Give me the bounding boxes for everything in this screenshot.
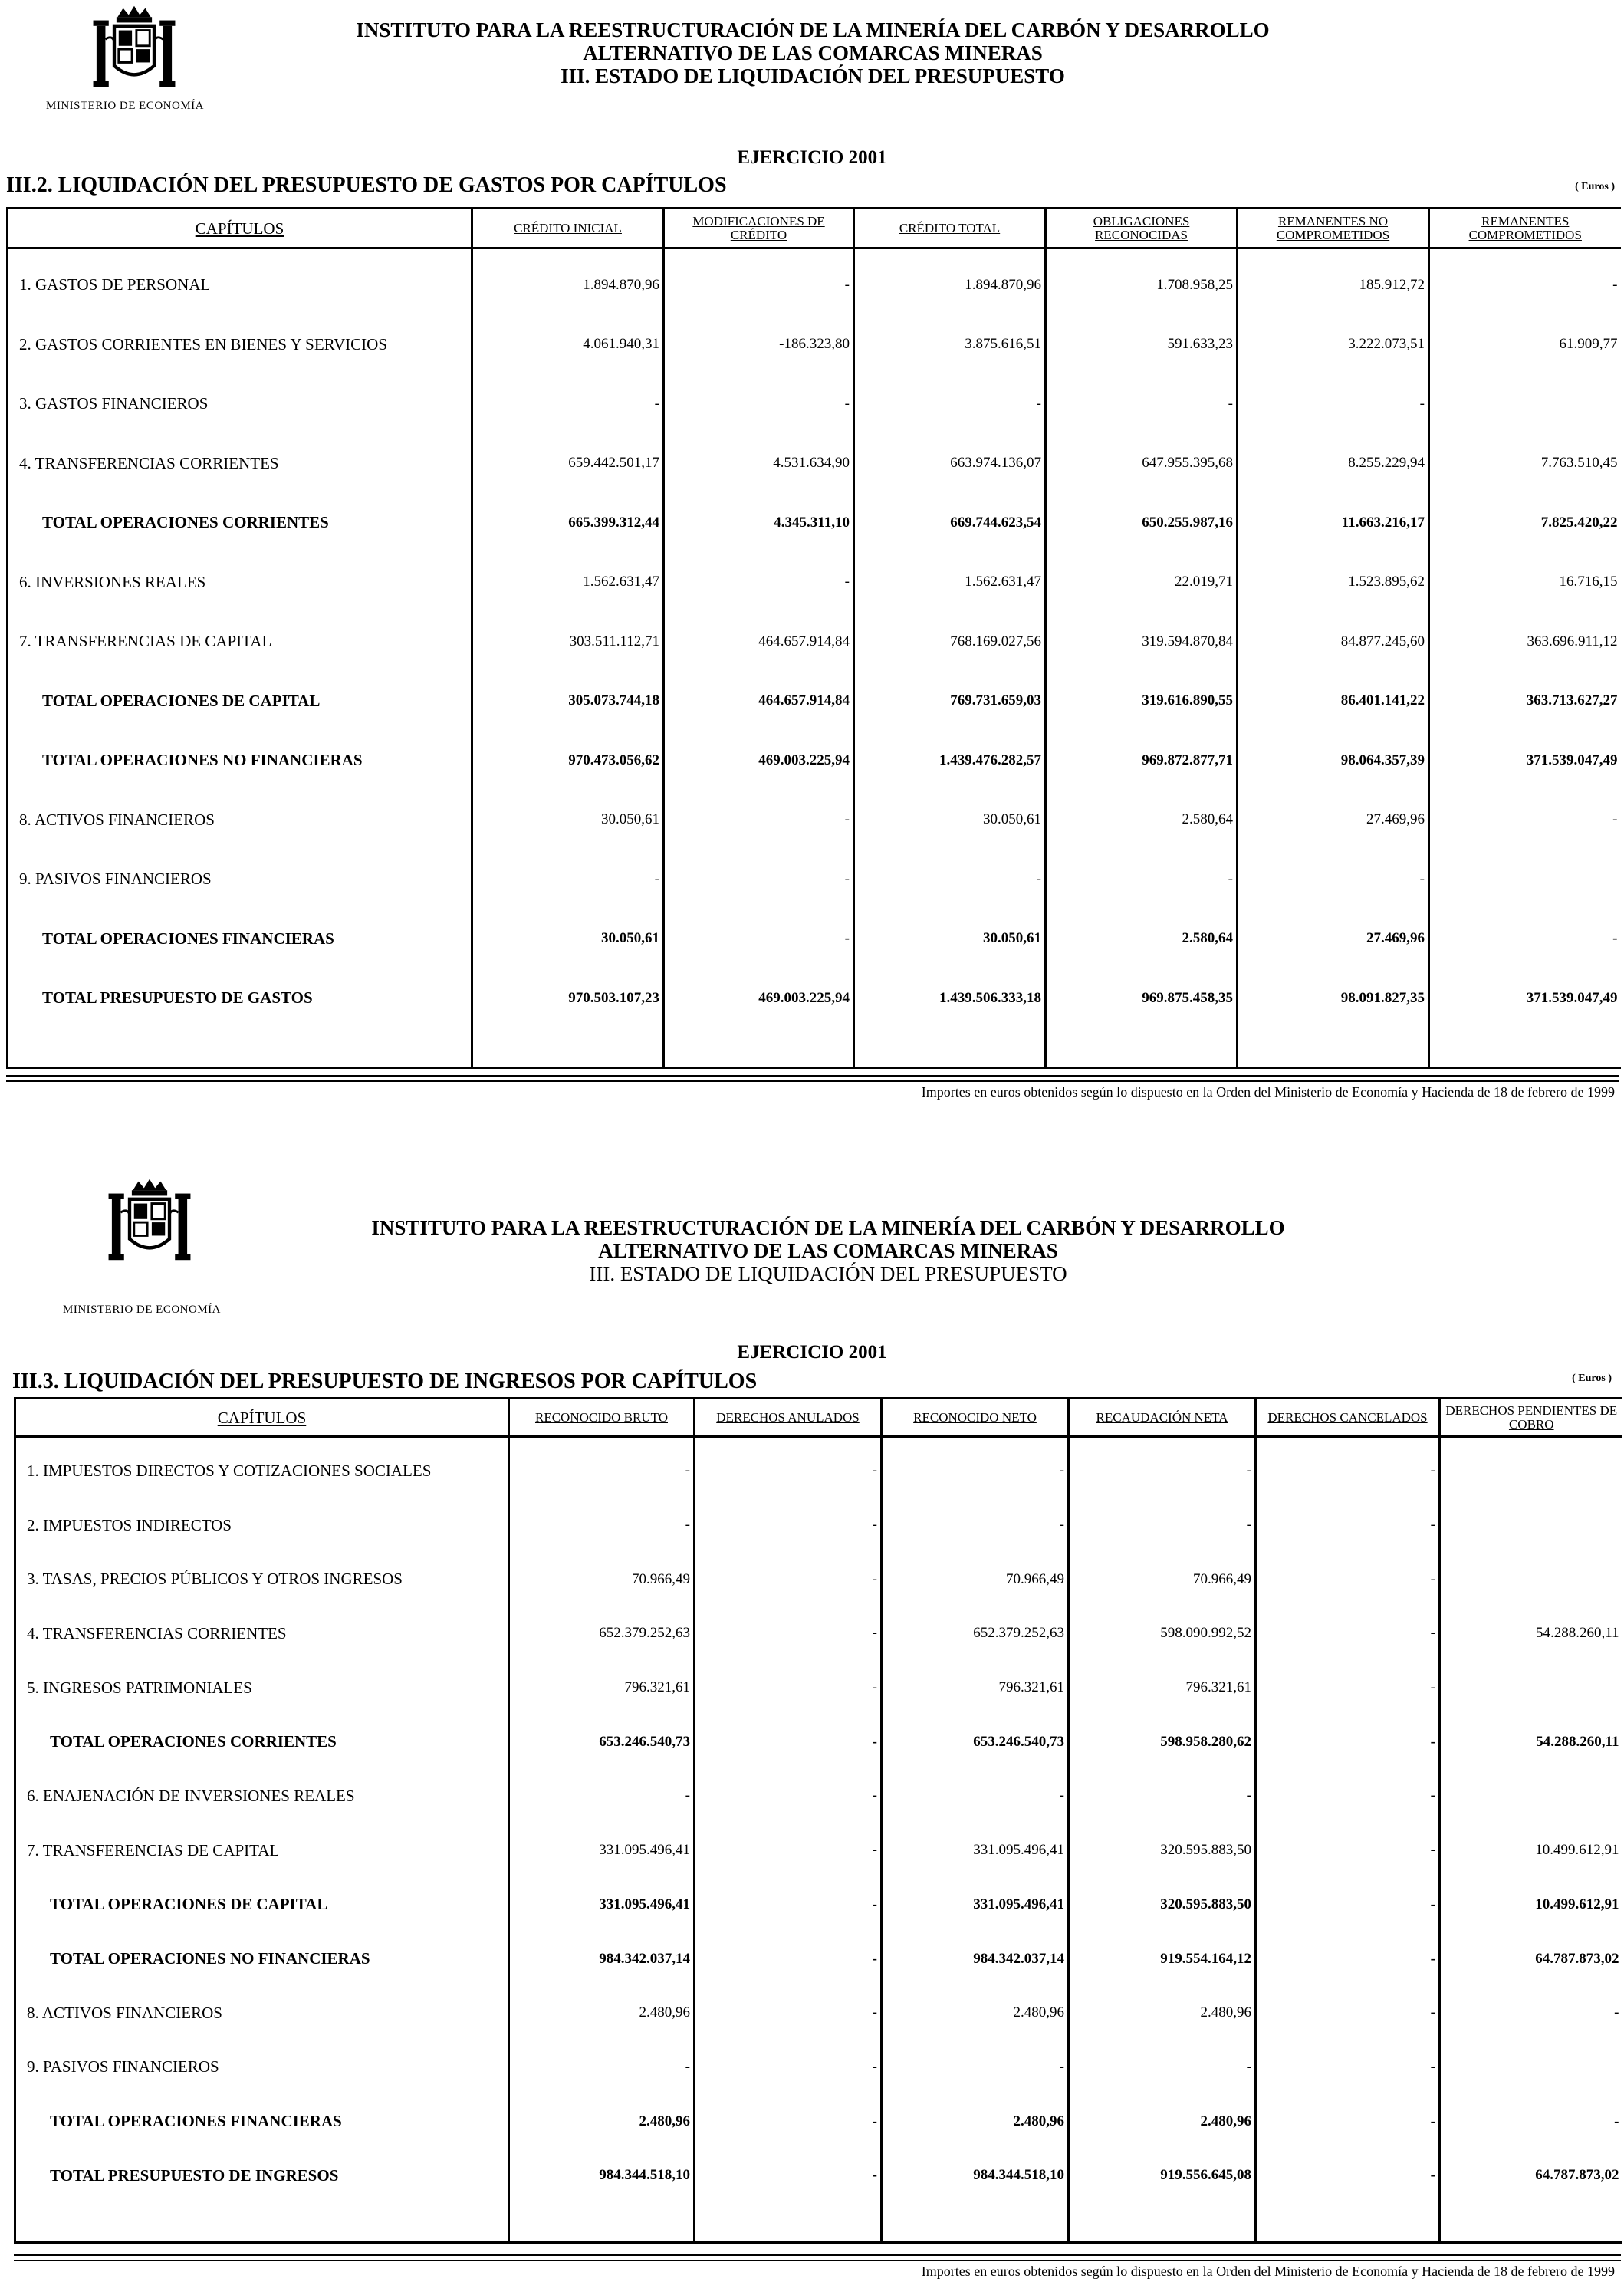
cell-derechos-cancelados: -	[1256, 2040, 1440, 2095]
ingresos-table	[14, 1397, 1622, 2244]
cell-credito-total: 30.050,61	[854, 909, 1046, 969]
coat-of-arms-icon	[92, 1175, 207, 1274]
cell-credito-inicial: 30.050,61	[472, 909, 664, 969]
cell-obligaciones-reconocidas: -	[1046, 850, 1238, 909]
cell-reconocido-bruto: -	[509, 2040, 695, 2095]
column-header-credito-total: CRÉDITO TOTAL	[854, 209, 1046, 248]
cell-reconocido-neto: 984.342.037,14	[882, 1932, 1069, 1986]
cell-reconocido-bruto: 653.246.540,73	[509, 1715, 695, 1769]
table-row-total-operaciones-corrientes	[15, 1715, 1622, 1769]
ingresos-table-title: III.3. LIQUIDACIÓN DEL PRESUPUESTO DE INGRESOS POR CAPÍTULOS	[12, 1370, 758, 1393]
cell-derechos-cancelados: -	[1256, 1823, 1440, 1878]
cell-obligaciones-reconocidas: 319.594.870,84	[1046, 612, 1238, 672]
row-label: 2. IMPUESTOS INDIRECTOS	[15, 1498, 509, 1553]
cell-credito-total: -	[854, 374, 1046, 434]
column-header-derechos-anulados: DERECHOS ANULADOS	[695, 1399, 882, 1437]
cell-credito-inicial: -	[472, 374, 664, 434]
cell-derechos-anulados: -	[695, 1715, 882, 1769]
cell-derechos-anulados: -	[695, 1661, 882, 1715]
cell-reconocido-bruto: 70.966,49	[509, 1552, 695, 1606]
institute-title-line-1: INSTITUTO PARA LA REESTRUCTURACIÓN DE LA MINERÍA DEL CARBÓN Y DESARROLLO	[371, 1216, 1285, 1239]
institute-title-line-1: INSTITUTO PARA LA REESTRUCTURACIÓN DE LA MINERÍA DEL CARBÓN Y DESARROLLO	[356, 18, 1270, 41]
cell-remanentes-no-comprometidos: 11.663.216,17	[1238, 493, 1429, 553]
cell-reconocido-bruto: 2.480,96	[509, 2094, 695, 2149]
cell-reconocido-neto: -	[882, 2040, 1069, 2095]
cell-obligaciones-reconocidas: 2.580,64	[1046, 791, 1238, 850]
cell-modificaciones-de-credito: -	[664, 791, 854, 850]
cell-reconocido-neto: -	[882, 1444, 1069, 1498]
table-row-7-transferencias-de-capital	[8, 612, 1621, 672]
empty-cell	[854, 1028, 1046, 1068]
institute-title-line-2: ALTERNATIVO DE LAS COMARCAS MINERAS	[598, 1239, 1058, 1262]
cell-derechos-pendientes-de-cobro: 64.787.873,02	[1440, 1932, 1622, 1986]
empty-cell	[8, 248, 472, 256]
row-label: 1. IMPUESTOS DIRECTOS Y COTIZACIONES SOCIALES	[15, 1444, 509, 1498]
row-label: 4. TRANSFERENCIAS CORRIENTES	[15, 1606, 509, 1661]
cell-recaudacion-neta: 320.595.883,50	[1069, 1878, 1256, 1932]
cell-reconocido-neto: 984.344.518,10	[882, 2149, 1069, 2203]
cell-derechos-cancelados: -	[1256, 1769, 1440, 1823]
cell-remanentes-no-comprometidos: 3.222.073,51	[1238, 315, 1429, 375]
cell-derechos-cancelados: -	[1256, 1498, 1440, 1553]
cell-derechos-pendientes-de-cobro	[1440, 1498, 1622, 1553]
table-header-row	[8, 209, 1621, 248]
cell-derechos-cancelados: -	[1256, 1986, 1440, 2040]
row-label: TOTAL OPERACIONES FINANCIERAS	[15, 2094, 509, 2149]
cell-reconocido-bruto: -	[509, 1444, 695, 1498]
column-header-credito-inicial: CRÉDITO INICIAL	[472, 209, 664, 248]
cell-remanentes-comprometidos: 61.909,77	[1429, 315, 1621, 375]
cell-derechos-pendientes-de-cobro: 54.288.260,11	[1440, 1715, 1622, 1769]
cell-reconocido-neto: 2.480,96	[882, 1986, 1069, 2040]
cell-derechos-cancelados: -	[1256, 1932, 1440, 1986]
empty-cell	[15, 2203, 509, 2243]
column-header-modificaciones-de-credito: MODIFICACIONES DE CRÉDITO	[664, 209, 854, 248]
empty-cell	[1256, 2203, 1440, 2243]
cell-derechos-pendientes-de-cobro: 10.499.612,91	[1440, 1878, 1622, 1932]
cell-derechos-anulados: -	[695, 2094, 882, 2149]
empty-cell	[509, 2203, 695, 2243]
cell-modificaciones-de-credito: -	[664, 850, 854, 909]
cell-derechos-pendientes-de-cobro	[1440, 1444, 1622, 1498]
cell-credito-total: 769.731.659,03	[854, 672, 1046, 732]
cell-reconocido-bruto: 796.321,61	[509, 1661, 695, 1715]
cell-derechos-anulados: -	[695, 1932, 882, 1986]
cell-derechos-pendientes-de-cobro: 64.787.873,02	[1440, 2149, 1622, 2203]
cell-credito-inicial: 30.050,61	[472, 791, 664, 850]
row-label: 4. TRANSFERENCIAS CORRIENTES	[8, 434, 472, 494]
column-header-obligaciones-reconocidas: OBLIGACIONES RECONOCIDAS	[1046, 209, 1238, 248]
cell-credito-total: 1.562.631,47	[854, 553, 1046, 613]
column-header-remanentes-comprometidos: REMANENTES COMPROMETIDOS	[1429, 209, 1621, 248]
cell-recaudacion-neta: 919.556.645,08	[1069, 2149, 1256, 2203]
cell-credito-inicial: 1.562.631,47	[472, 553, 664, 613]
table-row-total-presupuesto-de-ingresos	[15, 2149, 1622, 2203]
cell-recaudacion-neta: 796.321,61	[1069, 1661, 1256, 1715]
cell-remanentes-no-comprometidos: 98.091.827,35	[1238, 968, 1429, 1028]
cell-derechos-pendientes-de-cobro	[1440, 1661, 1622, 1715]
cell-recaudacion-neta: 320.595.883,50	[1069, 1823, 1256, 1878]
cell-remanentes-comprometidos: 371.539.047,49	[1429, 731, 1621, 791]
cell-modificaciones-de-credito: -	[664, 255, 854, 315]
cell-derechos-anulados: -	[695, 1444, 882, 1498]
row-label: TOTAL PRESUPUESTO DE INGRESOS	[15, 2149, 509, 2203]
cell-obligaciones-reconocidas: 591.633,23	[1046, 315, 1238, 375]
coat-of-arms-icon	[77, 2, 192, 101]
row-label: 3. TASAS, PRECIOS PÚBLICOS Y OTROS INGRESOS	[15, 1552, 509, 1606]
cell-derechos-cancelados: -	[1256, 2094, 1440, 2149]
cell-remanentes-no-comprometidos: 27.469,96	[1238, 909, 1429, 969]
cell-remanentes-no-comprometidos: 8.255.229,94	[1238, 434, 1429, 494]
institute-title	[230, 18, 1396, 87]
cell-remanentes-comprometidos: 7.763.510,45	[1429, 434, 1621, 494]
cell-reconocido-bruto: 2.480,96	[509, 1986, 695, 2040]
table-row-5-ingresos-patrimoniales	[15, 1661, 1622, 1715]
cell-recaudacion-neta: -	[1069, 1498, 1256, 1553]
cell-derechos-anulados: -	[695, 2149, 882, 2203]
column-header-recaudacion-neta: RECAUDACIÓN NETA	[1069, 1399, 1256, 1437]
row-label: TOTAL OPERACIONES CORRIENTES	[15, 1715, 509, 1769]
cell-derechos-cancelados: -	[1256, 1715, 1440, 1769]
cell-obligaciones-reconocidas: 22.019,71	[1046, 553, 1238, 613]
cell-credito-inicial: -	[472, 850, 664, 909]
spacer-row	[15, 1437, 1622, 1445]
column-header-capitulos: CAPÍTULOS	[8, 209, 472, 248]
table-row-total-operaciones-no-financieras	[15, 1932, 1622, 1986]
institute-title-line-3: III. ESTADO DE LIQUIDACIÓN DEL PRESUPUESTO	[561, 64, 1065, 87]
cell-derechos-cancelados: -	[1256, 1661, 1440, 1715]
table-row-1-impuestos-directos-y-cotizaciones-sociales	[15, 1444, 1622, 1498]
footnote: Importes en euros obtenidos según lo dispuesto en la Orden del Ministerio de Economía y Hacienda de 18 de febrero de 1999	[921, 2264, 1615, 2279]
table-row-total-operaciones-de-capital	[8, 672, 1621, 732]
row-label: 5. INGRESOS PATRIMONIALES	[15, 1661, 509, 1715]
row-label: TOTAL OPERACIONES DE CAPITAL	[15, 1878, 509, 1932]
row-label: 7. TRANSFERENCIAS DE CAPITAL	[15, 1823, 509, 1878]
ejercicio-label: EJERCICIO 2001	[737, 147, 887, 168]
cell-derechos-pendientes-de-cobro: -	[1440, 2094, 1622, 2149]
cell-derechos-anulados: -	[695, 1986, 882, 2040]
cell-reconocido-bruto: 984.344.518,10	[509, 2149, 695, 2203]
spacer-row	[15, 2203, 1622, 2243]
row-label: TOTAL OPERACIONES NO FINANCIERAS	[15, 1932, 509, 1986]
row-label: 8. ACTIVOS FINANCIEROS	[8, 791, 472, 850]
table-row-total-operaciones-de-capital	[15, 1878, 1622, 1932]
cell-reconocido-neto: 331.095.496,41	[882, 1878, 1069, 1932]
cell-reconocido-bruto: 652.379.252,63	[509, 1606, 695, 1661]
empty-cell	[1069, 1437, 1256, 1445]
empty-cell	[15, 1437, 509, 1445]
cell-remanentes-comprometidos: -	[1429, 909, 1621, 969]
table-row-total-presupuesto-de-gastos	[8, 968, 1621, 1028]
cell-modificaciones-de-credito: -186.323,80	[664, 315, 854, 375]
table-row-2-impuestos-indirectos	[15, 1498, 1622, 1553]
cell-remanentes-no-comprometidos: 86.401.141,22	[1238, 672, 1429, 732]
table-row-2-gastos-corrientes-en-bienes-y-servicios	[8, 315, 1621, 375]
cell-reconocido-neto: -	[882, 1498, 1069, 1553]
empty-cell	[1238, 1028, 1429, 1068]
row-label: 8. ACTIVOS FINANCIEROS	[15, 1986, 509, 2040]
empty-cell	[664, 248, 854, 256]
cell-remanentes-comprometidos: 363.713.627,27	[1429, 672, 1621, 732]
table-row-3-gastos-financieros	[8, 374, 1621, 434]
table-row-8-activos-financieros	[15, 1986, 1622, 2040]
table-row-4-transferencias-corrientes	[15, 1606, 1622, 1661]
cell-derechos-anulados: -	[695, 1498, 882, 1553]
cell-obligaciones-reconocidas: 319.616.890,55	[1046, 672, 1238, 732]
spacer-row	[8, 248, 1621, 256]
empty-cell	[1256, 1437, 1440, 1445]
empty-cell	[1429, 1028, 1621, 1068]
table-row-4-transferencias-corrientes	[8, 434, 1621, 494]
cell-recaudacion-neta: 70.966,49	[1069, 1552, 1256, 1606]
empty-cell	[509, 1437, 695, 1445]
cell-reconocido-neto: 331.095.496,41	[882, 1823, 1069, 1878]
empty-cell	[1440, 2203, 1622, 2243]
institute-title	[245, 1216, 1411, 1285]
table-row-8-activos-financieros	[8, 791, 1621, 850]
cell-credito-inicial: 659.442.501,17	[472, 434, 664, 494]
cell-remanentes-comprometidos	[1429, 374, 1621, 434]
cell-obligaciones-reconocidas: 969.875.458,35	[1046, 968, 1238, 1028]
empty-cell	[882, 1437, 1069, 1445]
cell-reconocido-bruto: -	[509, 1498, 695, 1553]
table-row-3-tasas-precios-publicos-y-otros-ingresos	[15, 1552, 1622, 1606]
row-label: TOTAL OPERACIONES DE CAPITAL	[8, 672, 472, 732]
cell-derechos-anulados: -	[695, 1769, 882, 1823]
row-label: 1. GASTOS DE PERSONAL	[8, 255, 472, 315]
cell-remanentes-no-comprometidos: 185.912,72	[1238, 255, 1429, 315]
cell-credito-total: 30.050,61	[854, 791, 1046, 850]
cell-derechos-cancelados: -	[1256, 2149, 1440, 2203]
cell-credito-inicial: 303.511.112,71	[472, 612, 664, 672]
cell-reconocido-neto: 70.966,49	[882, 1552, 1069, 1606]
cell-reconocido-neto: 652.379.252,63	[882, 1606, 1069, 1661]
cell-recaudacion-neta: -	[1069, 2040, 1256, 2095]
institute-title-line-2: ALTERNATIVO DE LAS COMARCAS MINERAS	[583, 41, 1043, 64]
table-row-total-operaciones-financieras	[15, 2094, 1622, 2149]
cell-remanentes-comprometidos: -	[1429, 255, 1621, 315]
table-row-6-enajenacion-de-inversiones-reales	[15, 1769, 1622, 1823]
cell-obligaciones-reconocidas: 2.580,64	[1046, 909, 1238, 969]
cell-remanentes-comprometidos	[1429, 850, 1621, 909]
cell-obligaciones-reconocidas: 1.708.958,25	[1046, 255, 1238, 315]
cell-recaudacion-neta: 2.480,96	[1069, 1986, 1256, 2040]
cell-remanentes-comprometidos: -	[1429, 791, 1621, 850]
footnote: Importes en euros obtenidos según lo dispuesto en la Orden del Ministerio de Economía y Hacienda de 18 de febrero de 1999	[921, 1084, 1615, 1100]
cell-derechos-cancelados: -	[1256, 1878, 1440, 1932]
table-row-1-gastos-de-personal	[8, 255, 1621, 315]
column-header-reconocido-bruto: RECONOCIDO BRUTO	[509, 1399, 695, 1437]
row-label: 6. INVERSIONES REALES	[8, 553, 472, 613]
row-label: 3. GASTOS FINANCIEROS	[8, 374, 472, 434]
cell-remanentes-no-comprometidos: 98.064.357,39	[1238, 731, 1429, 791]
cell-reconocido-neto: -	[882, 1769, 1069, 1823]
cell-modificaciones-de-credito: 4.345.311,10	[664, 493, 854, 553]
cell-modificaciones-de-credito: -	[664, 374, 854, 434]
empty-cell	[1429, 248, 1621, 256]
cell-derechos-cancelados: -	[1256, 1444, 1440, 1498]
table-row-total-operaciones-financieras	[8, 909, 1621, 969]
cell-reconocido-bruto: 984.342.037,14	[509, 1932, 695, 1986]
empty-cell	[882, 2203, 1069, 2243]
cell-derechos-pendientes-de-cobro: 54.288.260,11	[1440, 1606, 1622, 1661]
cell-remanentes-no-comprometidos: -	[1238, 374, 1429, 434]
cell-credito-inicial: 1.894.870,96	[472, 255, 664, 315]
cell-modificaciones-de-credito: 469.003.225,94	[664, 968, 854, 1028]
cell-remanentes-no-comprometidos: 27.469,96	[1238, 791, 1429, 850]
cell-obligaciones-reconocidas: 647.955.395,68	[1046, 434, 1238, 494]
spacer-row	[8, 1028, 1621, 1068]
ejercicio-label: EJERCICIO 2001	[737, 1342, 887, 1363]
cell-remanentes-comprometidos: 363.696.911,12	[1429, 612, 1621, 672]
table-row-6-inversiones-reales	[8, 553, 1621, 613]
cell-derechos-anulados: -	[695, 1606, 882, 1661]
cell-recaudacion-neta: -	[1069, 1444, 1256, 1498]
cell-obligaciones-reconocidas: -	[1046, 374, 1238, 434]
cell-reconocido-bruto: 331.095.496,41	[509, 1878, 695, 1932]
cell-recaudacion-neta: -	[1069, 1769, 1256, 1823]
column-header-derechos-pendientes-de-cobro: DERECHOS PENDIENTES DE COBRO	[1440, 1399, 1622, 1437]
table-bottom-rule	[6, 1075, 1619, 1082]
table-row-total-operaciones-no-financieras	[8, 731, 1621, 791]
cell-remanentes-comprometidos: 16.716,15	[1429, 553, 1621, 613]
cell-credito-total: 768.169.027,56	[854, 612, 1046, 672]
cell-modificaciones-de-credito: 464.657.914,84	[664, 672, 854, 732]
cell-credito-total: 3.875.616,51	[854, 315, 1046, 375]
cell-modificaciones-de-credito: 469.003.225,94	[664, 731, 854, 791]
cell-reconocido-neto: 653.246.540,73	[882, 1715, 1069, 1769]
cell-reconocido-bruto: -	[509, 1769, 695, 1823]
column-header-reconocido-neto: RECONOCIDO NETO	[882, 1399, 1069, 1437]
empty-cell	[1069, 2203, 1256, 2243]
empty-cell	[695, 1437, 882, 1445]
cell-remanentes-comprometidos: 7.825.420,22	[1429, 493, 1621, 553]
cell-credito-inicial: 4.061.940,31	[472, 315, 664, 375]
empty-cell	[695, 2203, 882, 2243]
ministry-label: MINISTERIO DE ECONOMÍA	[46, 100, 204, 112]
cell-derechos-anulados: -	[695, 1878, 882, 1932]
empty-cell	[1046, 248, 1238, 256]
row-label: TOTAL OPERACIONES FINANCIERAS	[8, 909, 472, 969]
cell-remanentes-comprometidos: 371.539.047,49	[1429, 968, 1621, 1028]
cell-modificaciones-de-credito: 4.531.634,90	[664, 434, 854, 494]
empty-cell	[1046, 1028, 1238, 1068]
units-label: ( Euros )	[1575, 181, 1615, 192]
cell-recaudacion-neta: 919.554.164,12	[1069, 1932, 1256, 1986]
cell-remanentes-no-comprometidos: 1.523.895,62	[1238, 553, 1429, 613]
ingresos-section	[0, 1173, 1624, 2282]
cell-derechos-pendientes-de-cobro: 10.499.612,91	[1440, 1823, 1622, 1878]
row-label: 7. TRANSFERENCIAS DE CAPITAL	[8, 612, 472, 672]
gastos-table-title: III.2. LIQUIDACIÓN DEL PRESUPUESTO DE GASTOS POR CAPÍTULOS	[6, 173, 727, 197]
cell-derechos-anulados: -	[695, 1552, 882, 1606]
row-label: 2. GASTOS CORRIENTES EN BIENES Y SERVICIOS	[8, 315, 472, 375]
table-header-row	[15, 1399, 1622, 1437]
cell-obligaciones-reconocidas: 650.255.987,16	[1046, 493, 1238, 553]
cell-credito-inicial: 970.473.056,62	[472, 731, 664, 791]
empty-cell	[854, 248, 1046, 256]
cell-derechos-cancelados: -	[1256, 1552, 1440, 1606]
cell-credito-total: 1.439.506.333,18	[854, 968, 1046, 1028]
cell-derechos-pendientes-de-cobro	[1440, 1769, 1622, 1823]
cell-remanentes-no-comprometidos: -	[1238, 850, 1429, 909]
cell-recaudacion-neta: 598.958.280,62	[1069, 1715, 1256, 1769]
empty-cell	[664, 1028, 854, 1068]
row-label: 6. ENAJENACIÓN DE INVERSIONES REALES	[15, 1769, 509, 1823]
cell-derechos-cancelados: -	[1256, 1606, 1440, 1661]
cell-credito-inicial: 970.503.107,23	[472, 968, 664, 1028]
empty-cell	[1440, 1437, 1622, 1445]
column-header-remanentes-no-comprometidos: REMANENTES NO COMPROMETIDOS	[1238, 209, 1429, 248]
ministry-label: MINISTERIO DE ECONOMÍA	[63, 1304, 221, 1316]
table-row-9-pasivos-financieros	[15, 2040, 1622, 2095]
table-row-9-pasivos-financieros	[8, 850, 1621, 909]
row-label: TOTAL OPERACIONES NO FINANCIERAS	[8, 731, 472, 791]
cell-remanentes-no-comprometidos: 84.877.245,60	[1238, 612, 1429, 672]
empty-cell	[472, 1028, 664, 1068]
row-label: 9. PASIVOS FINANCIEROS	[15, 2040, 509, 2095]
cell-credito-total: 1.894.870,96	[854, 255, 1046, 315]
table-bottom-rule	[14, 2254, 1621, 2261]
empty-cell	[1238, 248, 1429, 256]
cell-reconocido-bruto: 331.095.496,41	[509, 1823, 695, 1878]
cell-reconocido-neto: 796.321,61	[882, 1661, 1069, 1715]
cell-recaudacion-neta: 2.480,96	[1069, 2094, 1256, 2149]
cell-credito-total: 669.744.623,54	[854, 493, 1046, 553]
cell-modificaciones-de-credito: 464.657.914,84	[664, 612, 854, 672]
gastos-table	[6, 207, 1621, 1069]
gastos-section	[0, 0, 1624, 1135]
cell-credito-total: -	[854, 850, 1046, 909]
empty-cell	[8, 1028, 472, 1068]
cell-derechos-anulados: -	[695, 1823, 882, 1878]
cell-derechos-anulados: -	[695, 2040, 882, 2095]
cell-modificaciones-de-credito: -	[664, 553, 854, 613]
cell-derechos-pendientes-de-cobro: -	[1440, 1986, 1622, 2040]
table-row-total-operaciones-corrientes	[8, 493, 1621, 553]
units-label: ( Euros )	[1572, 1373, 1612, 1384]
column-header-capitulos: CAPÍTULOS	[15, 1399, 509, 1437]
institute-title-line-3: III. ESTADO DE LIQUIDACIÓN DEL PRESUPUESTO	[589, 1262, 1067, 1285]
cell-derechos-pendientes-de-cobro	[1440, 2040, 1622, 2095]
cell-modificaciones-de-credito: -	[664, 909, 854, 969]
row-label: TOTAL OPERACIONES CORRIENTES	[8, 493, 472, 553]
cell-credito-inicial: 665.399.312,44	[472, 493, 664, 553]
cell-derechos-pendientes-de-cobro	[1440, 1552, 1622, 1606]
table-row-7-transferencias-de-capital	[15, 1823, 1622, 1878]
cell-reconocido-neto: 2.480,96	[882, 2094, 1069, 2149]
cell-credito-total: 663.974.136,07	[854, 434, 1046, 494]
empty-cell	[472, 248, 664, 256]
cell-credito-total: 1.439.476.282,57	[854, 731, 1046, 791]
row-label: TOTAL PRESUPUESTO DE GASTOS	[8, 968, 472, 1028]
cell-obligaciones-reconocidas: 969.872.877,71	[1046, 731, 1238, 791]
row-label: 9. PASIVOS FINANCIEROS	[8, 850, 472, 909]
cell-recaudacion-neta: 598.090.992,52	[1069, 1606, 1256, 1661]
column-header-derechos-cancelados: DERECHOS CANCELADOS	[1256, 1399, 1440, 1437]
cell-credito-inicial: 305.073.744,18	[472, 672, 664, 732]
